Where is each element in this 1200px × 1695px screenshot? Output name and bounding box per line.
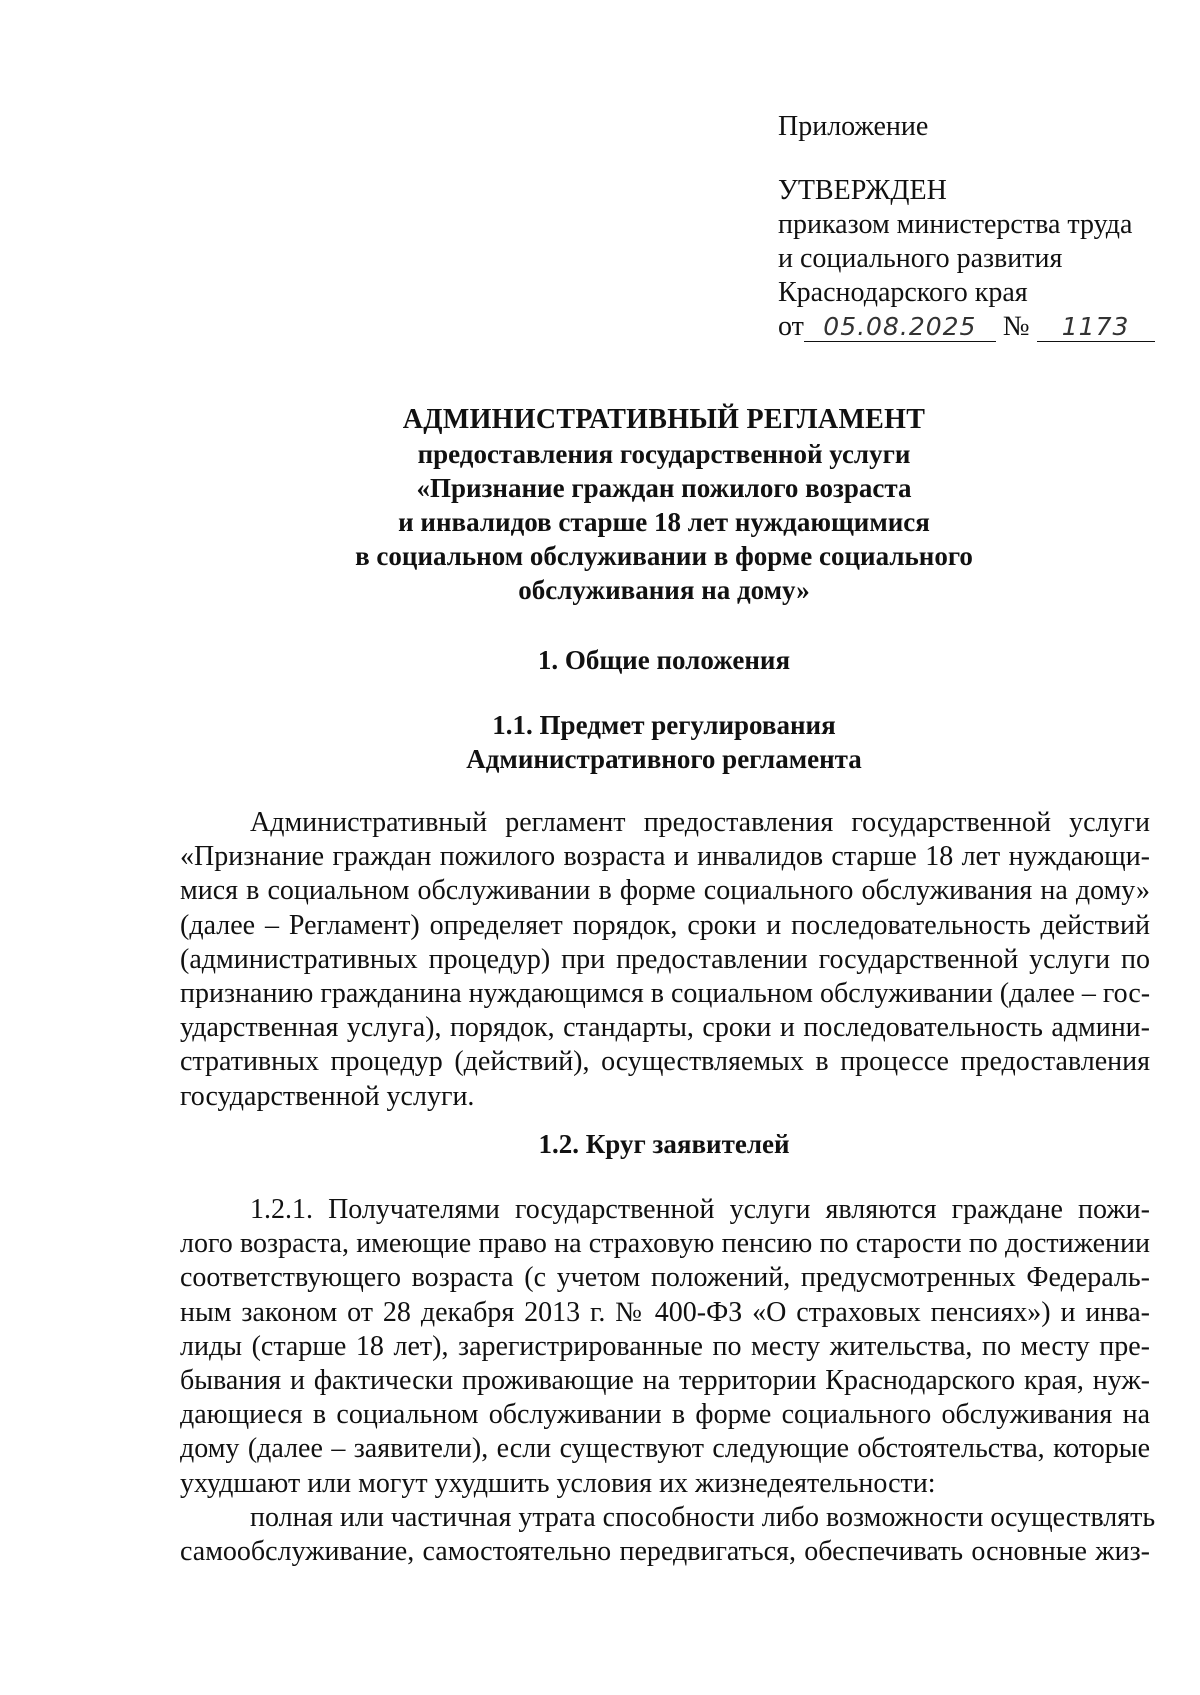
title-line: предоставления государственной услуги (417, 439, 911, 469)
handwritten-date: 05.08.2025 (804, 313, 996, 342)
text-line: мися в социальном обслуживании в форме социального обслуживания на дому» (180, 875, 1150, 907)
approval-line: приказом министерства труда (778, 209, 1133, 240)
title-line: обслуживания на дому» (518, 575, 810, 605)
text-line: (административных процедур) при предоставлении государственной услуги по (180, 943, 1150, 975)
text-line: лого возраста, имеющие право на страховую пенсию по старости по достижении (180, 1228, 1150, 1260)
approval-line: и социального развития (778, 243, 1063, 274)
document-title (160, 403, 1168, 607)
title-line: и инвалидов старше 18 лет нуждающимися (398, 507, 930, 537)
text-line: бывания и фактически проживающие на территории Краснодарского края, нуж- (180, 1365, 1150, 1397)
text-line: полная или частичная утрата способности либо возможности осуществлять (250, 1501, 1156, 1533)
text-line: (далее – Регламент) определяет порядок, сроки и последовательность действий (180, 909, 1150, 941)
text-line: самообслуживание, самостоятельно передвигаться, обеспечивать основные жиз- (180, 1536, 1150, 1568)
paragraph-regulation-subject (180, 806, 1150, 1114)
appendix-label: Приложение (778, 111, 929, 142)
approval-line: Краснодарского края (778, 277, 1028, 308)
handwritten-number: 1173 (1037, 313, 1155, 342)
subsection-heading: 1.2. Круг заявителей (538, 1129, 790, 1159)
text-line: ударственная услуга), порядок, стандарты, сроки и последовательность админи- (180, 1012, 1150, 1044)
text-line: «Признание граждан пожилого возраста и инвалидов старше 18 лет нуждающи- (180, 841, 1150, 873)
text-line: лиды (старше 18 лет), зарегистрированные по месту жительства, по месту пре- (180, 1330, 1150, 1362)
title-line: «Признание граждан пожилого возраста (416, 473, 912, 503)
text-line: соответствующего возраста (с учетом положений, предусмотренных Федераль- (180, 1262, 1150, 1294)
subsection-heading: Административного регламента (466, 744, 862, 774)
text-line: ным законом от 28 декабря 2013 г. № 400-ФЗ «О страховых пенсиях») и инва- (180, 1296, 1150, 1328)
text-line: стративных процедур (действий), осуществляемых в процессе предоставления (180, 1046, 1150, 1078)
approval-date-line (778, 310, 1158, 344)
title-main: АДМИНИСТРАТИВНЫЙ РЕГЛАМЕНТ (402, 404, 926, 435)
title-line: в социальном обслуживании в форме социального (355, 541, 973, 571)
text-line: дающиеся в социальном обслуживании в форме социального обслуживания на (180, 1399, 1150, 1431)
date-prefix: от (778, 311, 804, 342)
number-prefix: № (1002, 311, 1030, 342)
text-line: 1.2.1. Получателями государственной услуги являются граждане пожи- (250, 1194, 1150, 1225)
paragraph-applicants (180, 1193, 1156, 1569)
text-line: дому (далее – заявители), если существуют следующие обстоятельства, которые (180, 1433, 1150, 1465)
text-line: государственной услуги. (180, 1080, 475, 1112)
text-line: ухудшают или могут ухудшить условия их жизнедеятельности: (180, 1467, 936, 1499)
approved-label: УТВЕРЖДЕН (778, 175, 947, 206)
text-line: Административный регламент предоставления государственной услуги (250, 807, 1150, 838)
text-line: признанию гражданина нуждающимся в социальном обслуживании (далее – гос- (180, 978, 1151, 1010)
subsection-heading: 1.1. Предмет регулирования (492, 710, 836, 740)
approval-block (778, 110, 1158, 344)
section-heading: 1. Общие положения (537, 645, 791, 675)
